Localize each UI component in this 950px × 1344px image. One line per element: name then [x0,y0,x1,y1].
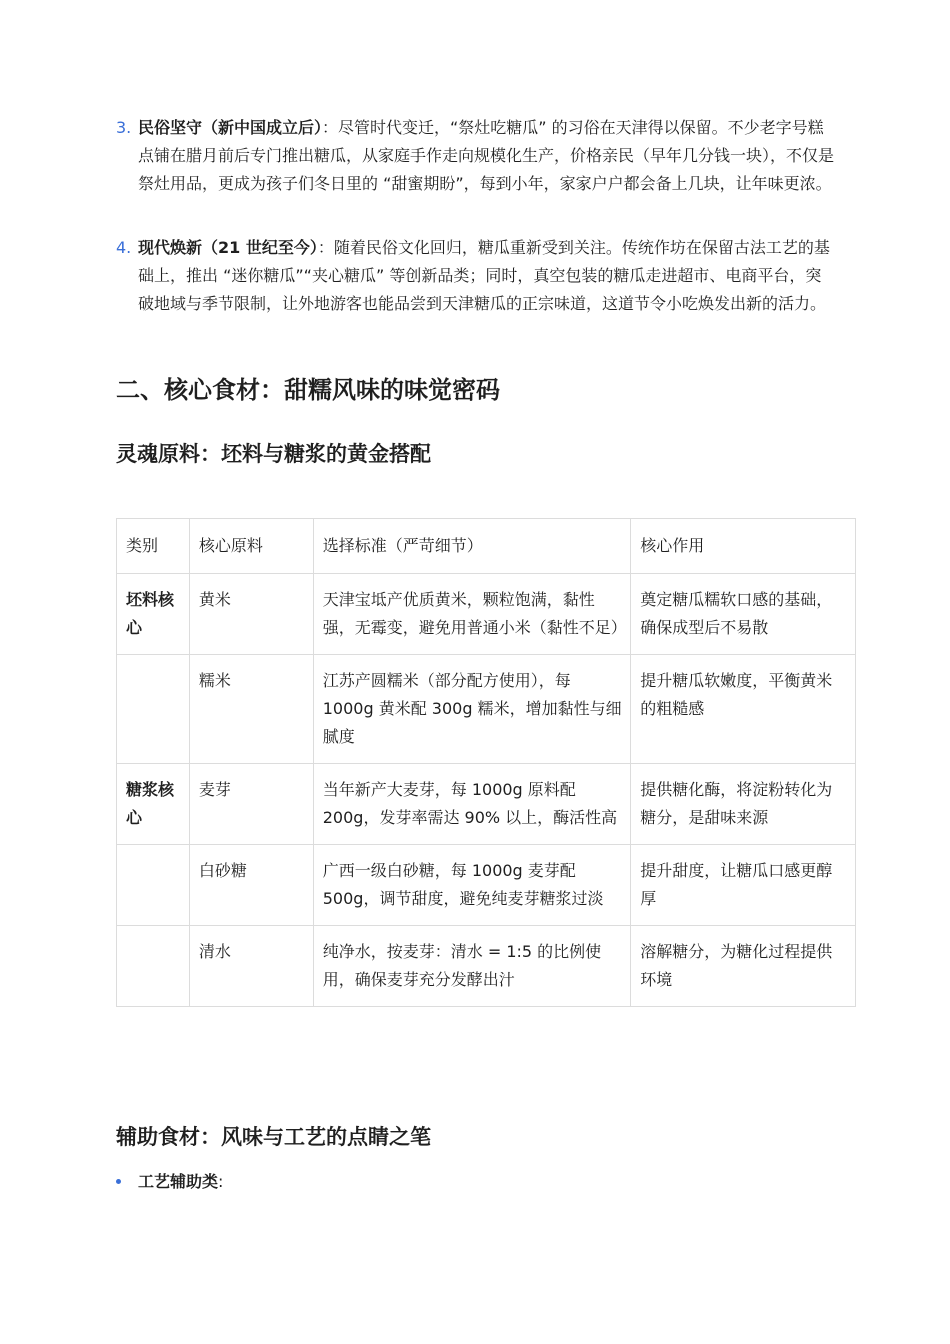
bullet-suffix: : [218,1172,224,1191]
list-body [138,234,836,318]
cell-category [117,845,190,926]
list-item-text: ：随着民俗文化回归，糖瓜重新受到关注。传统作坊在保留古法工艺的基础上，推出 “迷你糖瓜”“夹心糖瓜” 等创新品类；同时，真空包装的糖瓜走进超市、电商平台，突破地域与季节限制，让外地游客也能品尝到天津糖瓜的正宗味道，这道节令小吃焕发出新的活力。 [138,238,830,313]
table-row [117,764,856,845]
cell-role: 奠定糖瓜糯软口感的基础，确保成型后不易散 [631,574,856,655]
table-row [117,574,856,655]
column-header-category: 类别 [117,519,190,574]
section-title: 二、核心食材：甜糯风味的味觉密码 [116,376,500,404]
ingredients-table [116,518,856,1007]
list-item [116,234,836,318]
table-row [117,926,856,1007]
cell-role: 提升糖瓜软嫩度，平衡黄米的粗糙感 [631,655,856,764]
list-item-title: 现代焕新（21 世纪至今） [138,238,318,257]
bullet-item [116,1168,223,1196]
cell-standard: 江苏产圆糯米（部分配方使用），每 1000g 黄米配 300g 糯米，增加黏性与细腻度 [313,655,631,764]
table-header-row [117,519,856,574]
cell-category: 坯料核心 [117,574,190,655]
cell-standard: 纯净水，按麦芽：清水 = 1:5 的比例使用，确保麦芽充分发酵出汁 [313,926,631,1007]
cell-category [117,926,190,1007]
bullet-title: 工艺辅助类 [138,1172,219,1191]
cell-material: 白砂糖 [189,845,313,926]
list-item-title: 民俗坚守（新中国成立后） [138,118,323,137]
cell-standard: 当年新产大麦芽，每 1000g 原料配 200g，发芽率需达 90% 以上，酶活性高 [313,764,631,845]
bullet-dot-icon [116,1179,121,1184]
list-item-text: ：尽管时代变迁，“祭灶吃糖瓜” 的习俗在天津得以保留。不少老字号糕点铺在腊月前后专门推出糖瓜，从家庭手作走向规模化生产，价格亲民（早年几分钱一块），不仅是祭灶用品，更成为孩子们冬日里的 “甜蜜期盼”，每到小年，家家户户都会备上几块，让年味更浓。 [138,118,835,193]
cell-category [117,655,190,764]
column-header-role: 核心作用 [631,519,856,574]
list-number: 4. [116,238,132,257]
column-header-standard: 选择标准（严苛细节） [313,519,631,574]
cell-role: 提供糖化酶，将淀粉转化为糖分，是甜味来源 [631,764,856,845]
cell-role: 提升甜度，让糖瓜口感更醇厚 [631,845,856,926]
subsection-title-auxiliary: 辅助食材：风味与工艺的点睛之笔 [116,1125,431,1149]
cell-material: 糯米 [189,655,313,764]
table-row [117,845,856,926]
cell-category: 糖浆核心 [117,764,190,845]
cell-material: 黄米 [189,574,313,655]
cell-standard: 广西一级白砂糖，每 1000g 麦芽配 500g，调节甜度，避免纯麦芽糖浆过淡 [313,845,631,926]
list-item [116,114,836,198]
column-header-material: 核心原料 [189,519,313,574]
cell-role: 溶解糖分，为糖化过程提供环境 [631,926,856,1007]
cell-standard: 天津宝坻产优质黄米，颗粒饱满，黏性强，无霉变，避免用普通小米（黏性不足） [313,574,631,655]
subsection-title-ingredients: 灵魂原料：坯料与糖浆的黄金搭配 [116,442,431,466]
list-body [138,114,836,198]
table-row [117,655,856,764]
cell-material: 清水 [189,926,313,1007]
list-number: 3. [116,118,132,137]
cell-material: 麦芽 [189,764,313,845]
